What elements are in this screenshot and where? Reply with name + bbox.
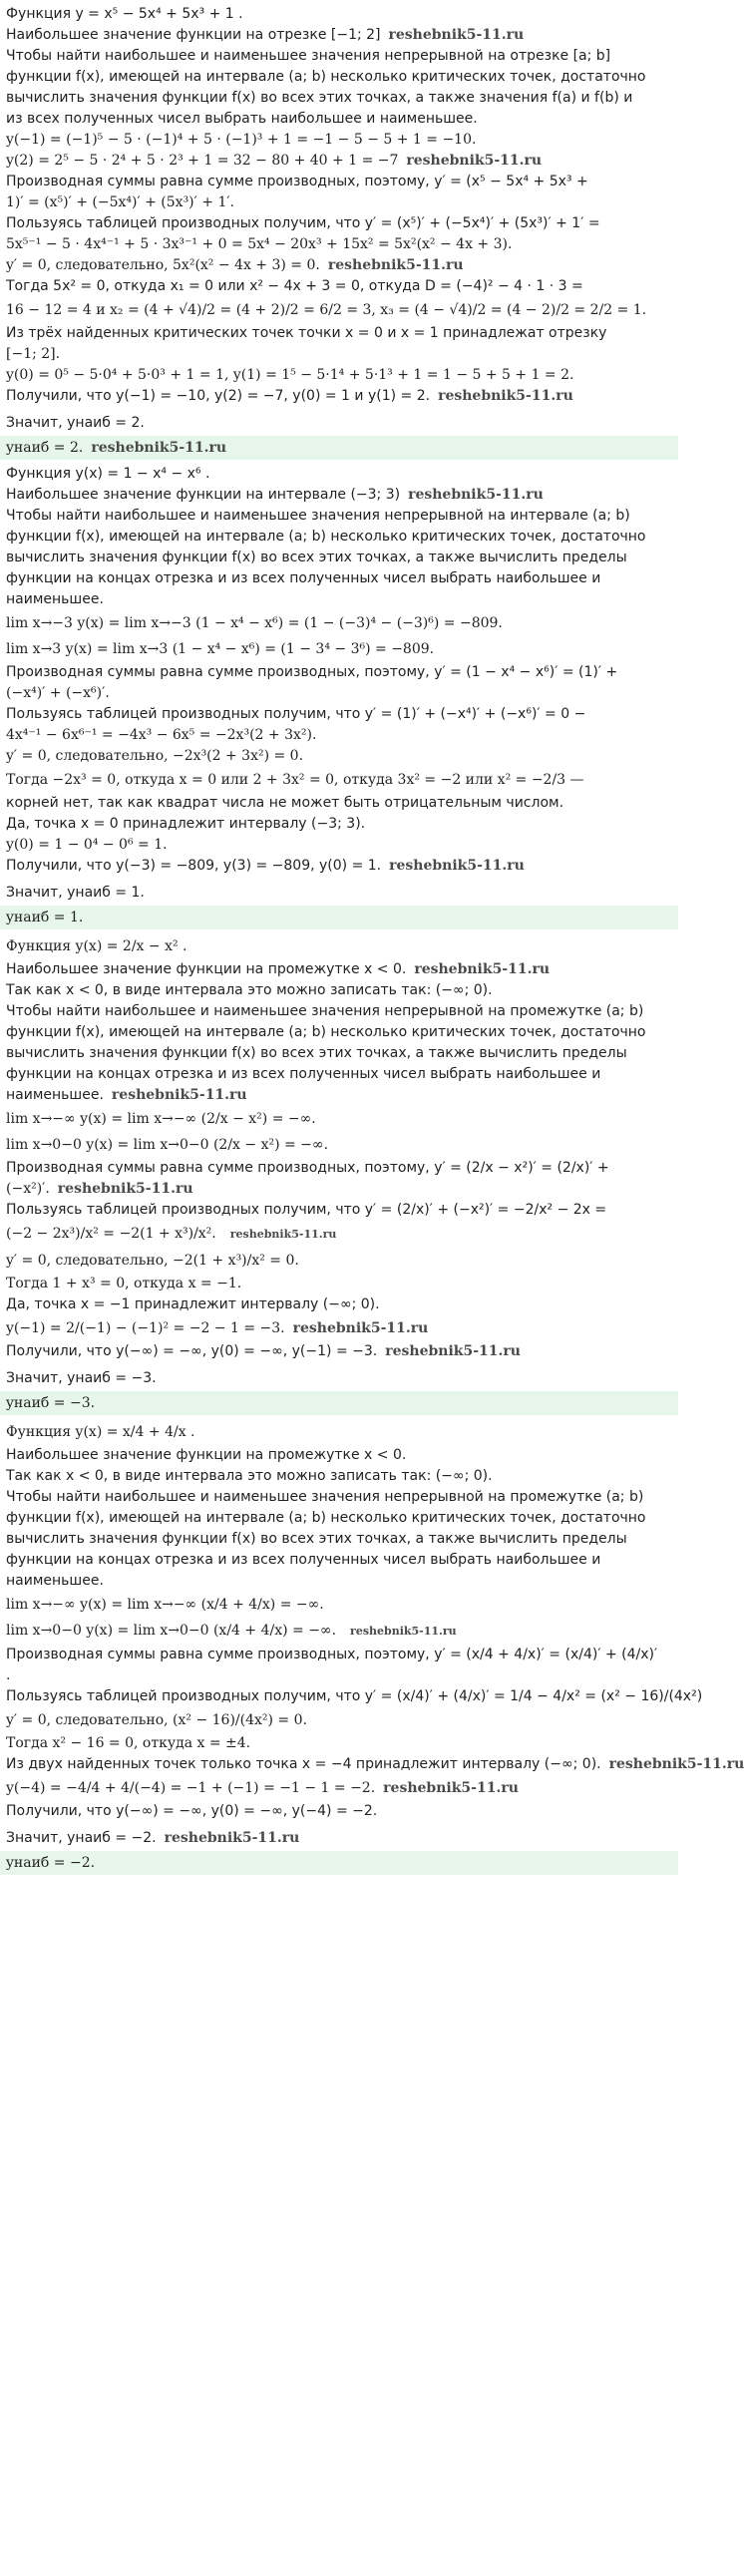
text-line: вычислить значения функции f(x) во всех этих точках, а также вычислить пределы [6, 1045, 627, 1061]
task-statement: Функция y(x) = 1 − x⁴ − x⁶ . [6, 466, 210, 482]
text-line: из всех полученных чисел выбрать наибольшее и наименьшее. [6, 111, 478, 127]
formula-line: y′ = 0, следовательно, −2(1 + x³)/x² = 0. [6, 1253, 299, 1269]
conclusion-line: Значит, yнаиб = −2. [6, 1830, 157, 1846]
watermark: reshebnik5-11.ru [608, 1756, 744, 1772]
watermark: reshebnik5-11.ru [229, 1228, 337, 1241]
formula-line: y(0) = 1 − 0⁴ − 0⁶ = 1. [6, 837, 168, 853]
task-3-solution [6, 933, 670, 1415]
text-line: функции на концах отрезка и из всех полученных чисел выбрать наибольшее и [6, 570, 601, 586]
answer-box: yнаиб = −2. [6, 1855, 96, 1871]
formula-line: y′ = 0, следовательно, (x² − 16)/(4x²) = 0. [6, 1712, 307, 1728]
watermark: reshebnik5-11.ru [406, 153, 543, 169]
text-line: Чтобы найти наибольшее и наименьшее значения непрерывной на отрезке [a; b] [6, 48, 611, 64]
text-line: Производная суммы равна сумме производных, поэтому, y′ = (x/4 + 4/x)′ = (x/4)′ + (4/x)′ [6, 1647, 658, 1662]
text-line: наименьшее. [6, 1087, 104, 1103]
text-line: . [6, 1667, 11, 1683]
answer-box: yнаиб = 2. [6, 440, 84, 456]
text-line: наименьшее. [6, 591, 104, 607]
text-line: функции на концах отрезка и из всех полученных чисел выбрать наибольшее и [6, 1066, 601, 1082]
answer-box: yнаиб = −3. [6, 1395, 96, 1411]
text-line: Так как x < 0, в виде интервала это можно записать так: (−∞; 0). [6, 982, 493, 998]
text-line: Пользуясь таблицей производных получим, что y′ = (x⁵)′ + (−5x⁴)′ + (5x³)′ + 1′ = [6, 215, 600, 231]
text-line: Производная суммы равна сумме производных, поэтому, y′ = (2/x − x²)′ = (2/x)′ + [6, 1160, 609, 1176]
text-line: корней нет, так как квадрат числа не может быть отрицательным числом. [6, 795, 564, 811]
text-line: Производная суммы равна сумме производных, поэтому, y′ = (x⁵ − 5x⁴ + 5x³ + [6, 174, 588, 189]
interval-statement: Наибольшее значение функции на промежутке x < 0. [6, 1447, 407, 1463]
formula-line: (−x⁴)′ + (−x⁶)′. [6, 685, 110, 701]
formula-line: (−2 − 2x³)/x² = −2(1 + x³)/x². [6, 1226, 216, 1242]
formula-line: 4x⁴⁻¹ − 6x⁶⁻¹ = −4x³ − 6x⁵ = −2x³(2 + 3x²). [6, 727, 317, 743]
text-line: Получили, что y(−∞) = −∞, y(0) = −∞, y(−4) = −2. [6, 1803, 378, 1819]
watermark: reshebnik5-11.ru [414, 961, 551, 977]
text-line: функции f(x), имеющей на интервале (a; b) несколько критических точек, достаточно [6, 69, 646, 85]
formula-line: 5x⁵⁻¹ − 5 · 4x⁴⁻¹ + 5 · 3x³⁻¹ + 0 = 5x⁴ − 20x³ + 15x² = 5x²(x² − 4x + 3). [6, 236, 513, 252]
watermark: reshebnik5-11.ru [91, 440, 227, 456]
text-line: Да, точка x = −1 принадлежит интервалу (−∞; 0). [6, 1296, 380, 1312]
text-line: Чтобы найти наибольшее и наименьшее значения непрерывной на промежутке (a; b) [6, 1489, 644, 1505]
conclusion-line: Значит, yнаиб = 1. [6, 885, 145, 901]
task-statement: Функция y(x) = x/4 + 4/x . [6, 1424, 195, 1440]
text-line: вычислить значения функции f(x) во всех этих точках, а также вычислить пределы [6, 1531, 627, 1547]
formula-line: y(−1) = (−1)⁵ − 5 · (−1)⁴ + 5 · (−1)³ + 1 = −1 − 5 − 5 + 1 = −10. [6, 132, 477, 148]
watermark: reshebnik5-11.ru [383, 1780, 519, 1796]
limit-line: lim x→−∞ y(x) = lim x→−∞ (x/4 + 4/x) = −∞. [6, 1597, 324, 1613]
text-line: Производная суммы равна сумме производных, поэтому, y′ = (1 − x⁴ − x⁶)′ = (1)′ + [6, 664, 618, 680]
text-line: Получили, что y(−1) = −10, y(2) = −7, y(0) = 1 и y(1) = 2. [6, 388, 431, 404]
text-line: вычислить значения функции f(x) во всех этих точках, а также вычислить пределы [6, 550, 627, 565]
text-line: функции f(x), имеющей на интервале (a; b) несколько критических точек, достаточно [6, 1510, 646, 1526]
answer-box: yнаиб = 1. [6, 910, 84, 925]
limit-line: lim x→0−0 y(x) = lim x→0−0 (2/x − x²) = −∞. [6, 1137, 329, 1153]
text-line: наименьшее. [6, 1573, 104, 1589]
conclusion-line: Значит, yнаиб = −3. [6, 1370, 157, 1386]
text-line: Получили, что y(−∞) = −∞, y(0) = −∞, y(−1) = −3. [6, 1343, 378, 1359]
formula-line: Тогда 1 + x³ = 0, откуда x = −1. [6, 1276, 242, 1291]
text-line: Тогда 5x² = 0, откуда x₁ = 0 или x² − 4x + 3 = 0, откуда D = (−4)² − 4 · 1 · 3 = [6, 278, 583, 294]
formula-line: y(2) = 2⁵ − 5 · 2⁴ + 5 · 2³ + 1 = 32 − 80 + 40 + 1 = −7 [6, 153, 399, 169]
text-line: Пользуясь таблицей производных получим, что y′ = (2/x)′ + (−x²)′ = −2/x² − 2x = [6, 1202, 607, 1218]
text-line: Из двух найденных точек только точка x = −4 принадлежит интервалу (−∞; 0). [6, 1756, 601, 1772]
task-2-solution [6, 464, 670, 929]
conclusion-line: Значит, yнаиб = 2. [6, 415, 145, 431]
formula-line: y′ = 0, следовательно, 5x²(x² − 4x + 3) = 0. [6, 257, 320, 273]
text-line: Да, точка x = 0 принадлежит интервалу (−3; 3). [6, 816, 366, 832]
text-line: Получили, что y(−3) = −809, y(3) = −809, y(0) = 1. [6, 858, 382, 874]
task-statement: Функция y(x) = 2/x − x² . [6, 938, 187, 954]
watermark: reshebnik5-11.ru [438, 388, 573, 404]
formula-line: y(−4) = −4/4 + 4/(−4) = −1 + (−1) = −1 − 1 = −2. [6, 1780, 376, 1796]
watermark: reshebnik5-11.ru [408, 487, 544, 503]
formula-line: 16 − 12 = 4 и x₂ = (4 + √4)/2 = (4 + 2)/2 = 6/2 = 3, x₃ = (4 − √4)/2 = (4 − 2)/2 = 2/2 = 1. [6, 302, 647, 318]
formula-line: 1)′ = (x⁵)′ + (−5x⁴)′ + (5x³)′ + 1′. [6, 194, 234, 210]
text-line: функции на концах отрезка и из всех полученных чисел выбрать наибольшее и [6, 1552, 601, 1568]
interval-statement: Наибольшее значение функции на отрезке [−1; 2] [6, 27, 381, 43]
limit-line: lim x→−3 y(x) = lim x→−3 (1 − x⁴ − x⁶) = (1 − (−3)⁴ − (−3)⁶) = −809. [6, 615, 503, 631]
watermark: reshebnik5-11.ru [57, 1181, 193, 1197]
watermark: reshebnik5-11.ru [389, 858, 525, 874]
text-line: вычислить значения функции f(x) во всех этих точках, а также значения f(a) и f(b) и [6, 90, 633, 106]
interval-statement: Наибольшее значение функции на интервале (−3; 3) [6, 487, 401, 503]
text-line: Чтобы найти наибольшее и наименьшее значения непрерывной на промежутке (a; b) [6, 1003, 644, 1019]
task-4-solution [6, 1419, 744, 1875]
formula-line: y(0) = 0⁵ − 5·0⁴ + 5·0³ + 1 = 1, y(1) = 1⁵ − 5·1⁴ + 5·1³ + 1 = 1 − 5 + 5 + 1 = 2. [6, 367, 574, 383]
text-line: Чтобы найти наибольшее и наименьшее значения непрерывной на интервале (a; b) [6, 508, 630, 524]
limit-line: lim x→3 y(x) = lim x→3 (1 − x⁴ − x⁶) = (1 − 3⁴ − 3⁶) = −809. [6, 641, 435, 657]
interval-statement: Наибольшее значение функции на промежутке x < 0. [6, 961, 407, 977]
watermark: reshebnik5-11.ru [292, 1320, 429, 1336]
watermark: reshebnik5-11.ru [350, 1625, 457, 1638]
task-1-solution [6, 4, 670, 460]
formula-line: y′ = 0, следовательно, −2x³(2 + 3x²) = 0. [6, 748, 304, 764]
text-line: Из трёх найденных критических точек точки x = 0 и x = 1 принадлежат отрезку [6, 325, 607, 341]
limit-line: lim x→−∞ y(x) = lim x→−∞ (2/x − x²) = −∞. [6, 1111, 316, 1127]
formula-line: Тогда −2x³ = 0, откуда x = 0 или 2 + 3x² = 0, откуда 3x² = −2 или x² = −2/3 — [6, 772, 584, 788]
formula-line: y(−1) = 2/(−1) − (−1)² = −2 − 1 = −3. [6, 1320, 285, 1336]
formula-line: [−1; 2]. [6, 346, 61, 362]
text-line: Так как x < 0, в виде интервала это можно записать так: (−∞; 0). [6, 1468, 493, 1484]
watermark: reshebnik5-11.ru [388, 27, 525, 43]
formula-line: (−x²)′. [6, 1181, 50, 1197]
task-statement: Функция y = x⁵ − 5x⁴ + 5x³ + 1 . [6, 6, 243, 22]
watermark: reshebnik5-11.ru [164, 1830, 300, 1846]
text-line: функции f(x), имеющей на интервале (a; b) несколько критических точек, достаточно [6, 529, 646, 545]
watermark: reshebnik5-11.ru [327, 257, 464, 273]
formula-line: Тогда x² − 16 = 0, откуда x = ±4. [6, 1735, 251, 1751]
watermark: reshebnik5-11.ru [111, 1087, 247, 1103]
text-line: Пользуясь таблицей производных получим, что y′ = (1)′ + (−x⁴)′ + (−x⁶)′ = 0 − [6, 706, 586, 722]
limit-line: lim x→0−0 y(x) = lim x→0−0 (x/4 + 4/x) = −∞. [6, 1623, 337, 1639]
text-line: Пользуясь таблицей производных получим, что y′ = (x/4)′ + (4/x)′ = 1/4 − 4/x² = (x² − 16)/(4x²) [6, 1688, 703, 1704]
text-line: функции f(x), имеющей на интервале (a; b) несколько критических точек, достаточно [6, 1024, 646, 1040]
watermark: reshebnik5-11.ru [385, 1343, 521, 1359]
